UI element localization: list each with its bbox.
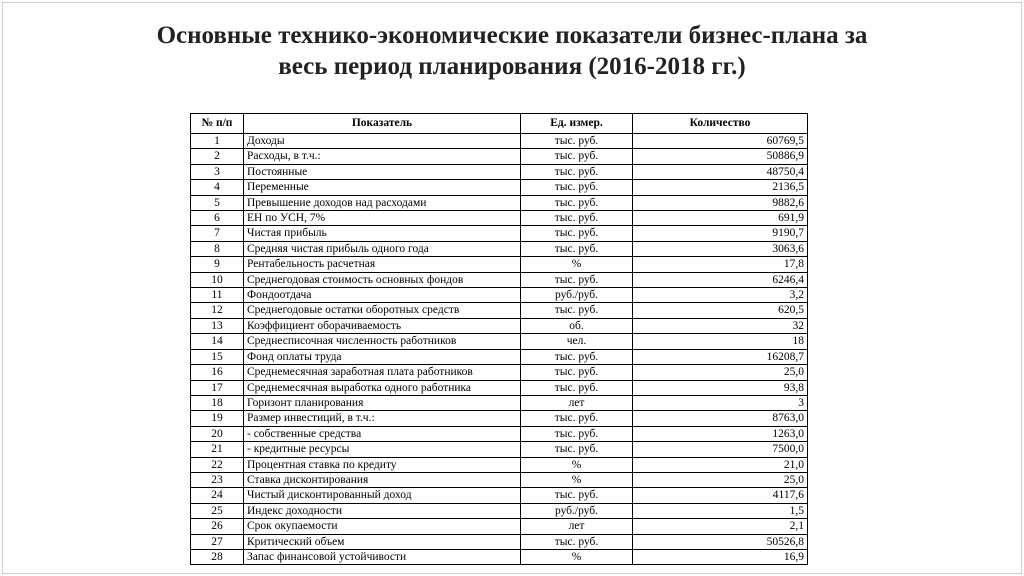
unit-of-measure: лет: [521, 395, 633, 410]
quantity-value: 60769,5: [633, 134, 808, 149]
indicator-name: Среднемесячная заработная плата работников: [244, 365, 521, 380]
unit-of-measure: тыс. руб.: [521, 534, 633, 549]
unit-of-measure: тыс. руб.: [521, 226, 633, 241]
unit-of-measure: чел.: [521, 334, 633, 349]
unit-of-measure: %: [521, 457, 633, 472]
indicator-name: Чистая прибыль: [244, 226, 521, 241]
title-line-1: Основные технико-экономические показатели бизнес-плана за: [156, 22, 868, 49]
quantity-value: 50526,8: [633, 534, 808, 549]
unit-of-measure: тыс. руб.: [521, 426, 633, 441]
row-number: 27: [191, 534, 244, 549]
quantity-value: 25,0: [633, 472, 808, 487]
header-unit: Ед. измер.: [521, 114, 633, 134]
unit-of-measure: об.: [521, 318, 633, 333]
quantity-value: 17,8: [633, 257, 808, 272]
unit-of-measure: тыс. руб.: [521, 380, 633, 395]
row-number: 24: [191, 488, 244, 503]
table-row: [191, 134, 808, 149]
indicator-name: Постоянные: [244, 164, 521, 179]
unit-of-measure: тыс. руб.: [521, 303, 633, 318]
row-number: 1: [191, 134, 244, 149]
row-number: 4: [191, 180, 244, 195]
table-row: [191, 164, 808, 179]
indicator-name: Запас финансовой устойчивости: [244, 549, 521, 564]
quantity-value: 6246,4: [633, 272, 808, 287]
unit-of-measure: %: [521, 549, 633, 564]
row-number: 25: [191, 503, 244, 518]
unit-of-measure: тыс. руб.: [521, 195, 633, 210]
row-number: 2: [191, 149, 244, 164]
table-row: [191, 180, 808, 195]
indicator-name: Превышение доходов над расходами: [244, 195, 521, 210]
row-number: 11: [191, 288, 244, 303]
indicators-table: [190, 113, 808, 565]
quantity-value: 1263,0: [633, 426, 808, 441]
row-number: 6: [191, 211, 244, 226]
indicator-name: Переменные: [244, 180, 521, 195]
table-row: [191, 257, 808, 272]
unit-of-measure: тыс. руб.: [521, 164, 633, 179]
table-row: [191, 426, 808, 441]
indicator-name: Среднегодовая стоимость основных фондов: [244, 272, 521, 287]
quantity-value: 16,9: [633, 549, 808, 564]
row-number: 14: [191, 334, 244, 349]
table-row: [191, 395, 808, 410]
row-number: 5: [191, 195, 244, 210]
quantity-value: 93,8: [633, 380, 808, 395]
table-row: [191, 442, 808, 457]
indicator-name: Процентная ставка по кредиту: [244, 457, 521, 472]
quantity-value: 16208,7: [633, 349, 808, 364]
table-row: [191, 211, 808, 226]
indicator-name: ЕН по УСН, 7%: [244, 211, 521, 226]
row-number: 7: [191, 226, 244, 241]
row-number: 9: [191, 257, 244, 272]
quantity-value: 50886,9: [633, 149, 808, 164]
table-row: [191, 472, 808, 487]
quantity-value: 3: [633, 395, 808, 410]
table-row: [191, 318, 808, 333]
row-number: 20: [191, 426, 244, 441]
indicator-name: Среднегодовые остатки оборотных средств: [244, 303, 521, 318]
row-number: 26: [191, 519, 244, 534]
table-header-row: [191, 114, 808, 134]
table-row: [191, 549, 808, 564]
indicator-name: Горизонт планирования: [244, 395, 521, 410]
indicator-name: Ставка дисконтирования: [244, 472, 521, 487]
indicators-table-wrap: [190, 113, 807, 565]
quantity-value: 25,0: [633, 365, 808, 380]
unit-of-measure: тыс. руб.: [521, 365, 633, 380]
indicator-name: Критический объем: [244, 534, 521, 549]
row-number: 22: [191, 457, 244, 472]
row-number: 12: [191, 303, 244, 318]
row-number: 8: [191, 241, 244, 256]
row-number: 18: [191, 395, 244, 410]
table-row: [191, 303, 808, 318]
unit-of-measure: тыс. руб.: [521, 411, 633, 426]
table-row: [191, 149, 808, 164]
row-number: 15: [191, 349, 244, 364]
table-row: [191, 272, 808, 287]
quantity-value: 9190,7: [633, 226, 808, 241]
unit-of-measure: лет: [521, 519, 633, 534]
indicator-name: - собственные средства: [244, 426, 521, 441]
unit-of-measure: тыс. руб.: [521, 149, 633, 164]
unit-of-measure: тыс. руб.: [521, 349, 633, 364]
table-row: [191, 411, 808, 426]
unit-of-measure: тыс. руб.: [521, 488, 633, 503]
unit-of-measure: %: [521, 257, 633, 272]
row-number: 3: [191, 164, 244, 179]
indicator-name: Доходы: [244, 134, 521, 149]
unit-of-measure: %: [521, 472, 633, 487]
title-line-2: весь период планирования (2016-2018 гг.): [278, 53, 746, 80]
row-number: 21: [191, 442, 244, 457]
indicator-name: Расходы, в т.ч.:: [244, 149, 521, 164]
indicator-name: Среднесписочная численность работников: [244, 334, 521, 349]
indicator-name: Средняя чистая прибыль одного года: [244, 241, 521, 256]
quantity-value: 8763,0: [633, 411, 808, 426]
quantity-value: 3,2: [633, 288, 808, 303]
quantity-value: 3063,6: [633, 241, 808, 256]
table-row: [191, 519, 808, 534]
quantity-value: 32: [633, 318, 808, 333]
table-row: [191, 288, 808, 303]
indicator-name: Фонд оплаты труда: [244, 349, 521, 364]
row-number: 23: [191, 472, 244, 487]
table-row: [191, 334, 808, 349]
row-number: 13: [191, 318, 244, 333]
unit-of-measure: тыс. руб.: [521, 134, 633, 149]
indicator-name: Фондоотдача: [244, 288, 521, 303]
indicator-name: Среднемесячная выработка одного работника: [244, 380, 521, 395]
quantity-value: 1,5: [633, 503, 808, 518]
unit-of-measure: тыс. руб.: [521, 180, 633, 195]
table-row: [191, 349, 808, 364]
table-row: [191, 534, 808, 549]
indicator-name: Чистый дисконтированный доход: [244, 488, 521, 503]
unit-of-measure: руб./руб.: [521, 503, 633, 518]
quantity-value: 4117,6: [633, 488, 808, 503]
unit-of-measure: тыс. руб.: [521, 272, 633, 287]
unit-of-measure: руб./руб.: [521, 288, 633, 303]
table-row: [191, 195, 808, 210]
header-quantity: Количество: [633, 114, 808, 134]
quantity-value: 691,9: [633, 211, 808, 226]
row-number: 10: [191, 272, 244, 287]
unit-of-measure: тыс. руб.: [521, 211, 633, 226]
table-row: [191, 226, 808, 241]
quantity-value: 18: [633, 334, 808, 349]
quantity-value: 620,5: [633, 303, 808, 318]
table-row: [191, 380, 808, 395]
quantity-value: 9882,6: [633, 195, 808, 210]
row-number: 19: [191, 411, 244, 426]
indicator-name: Коэффициент оборачиваемость: [244, 318, 521, 333]
header-number: № п/п: [191, 114, 244, 134]
table-body: [191, 134, 808, 565]
indicator-name: Размер инвестиций, в т.ч.:: [244, 411, 521, 426]
table-row: [191, 241, 808, 256]
quantity-value: 7500,0: [633, 442, 808, 457]
indicator-name: Рентабельность расчетная: [244, 257, 521, 272]
quantity-value: 2,1: [633, 519, 808, 534]
row-number: 17: [191, 380, 244, 395]
slide-title: [0, 20, 1024, 82]
indicator-name: - кредитные ресурсы: [244, 442, 521, 457]
table-row: [191, 503, 808, 518]
table-row: [191, 457, 808, 472]
indicator-name: Индекс доходности: [244, 503, 521, 518]
table-row: [191, 365, 808, 380]
row-number: 28: [191, 549, 244, 564]
row-number: 16: [191, 365, 244, 380]
header-indicator: Показатель: [244, 114, 521, 134]
unit-of-measure: тыс. руб.: [521, 442, 633, 457]
indicator-name: Срок окупаемости: [244, 519, 521, 534]
quantity-value: 2136,5: [633, 180, 808, 195]
table-row: [191, 488, 808, 503]
quantity-value: 48750,4: [633, 164, 808, 179]
unit-of-measure: тыс. руб.: [521, 241, 633, 256]
quantity-value: 21,0: [633, 457, 808, 472]
